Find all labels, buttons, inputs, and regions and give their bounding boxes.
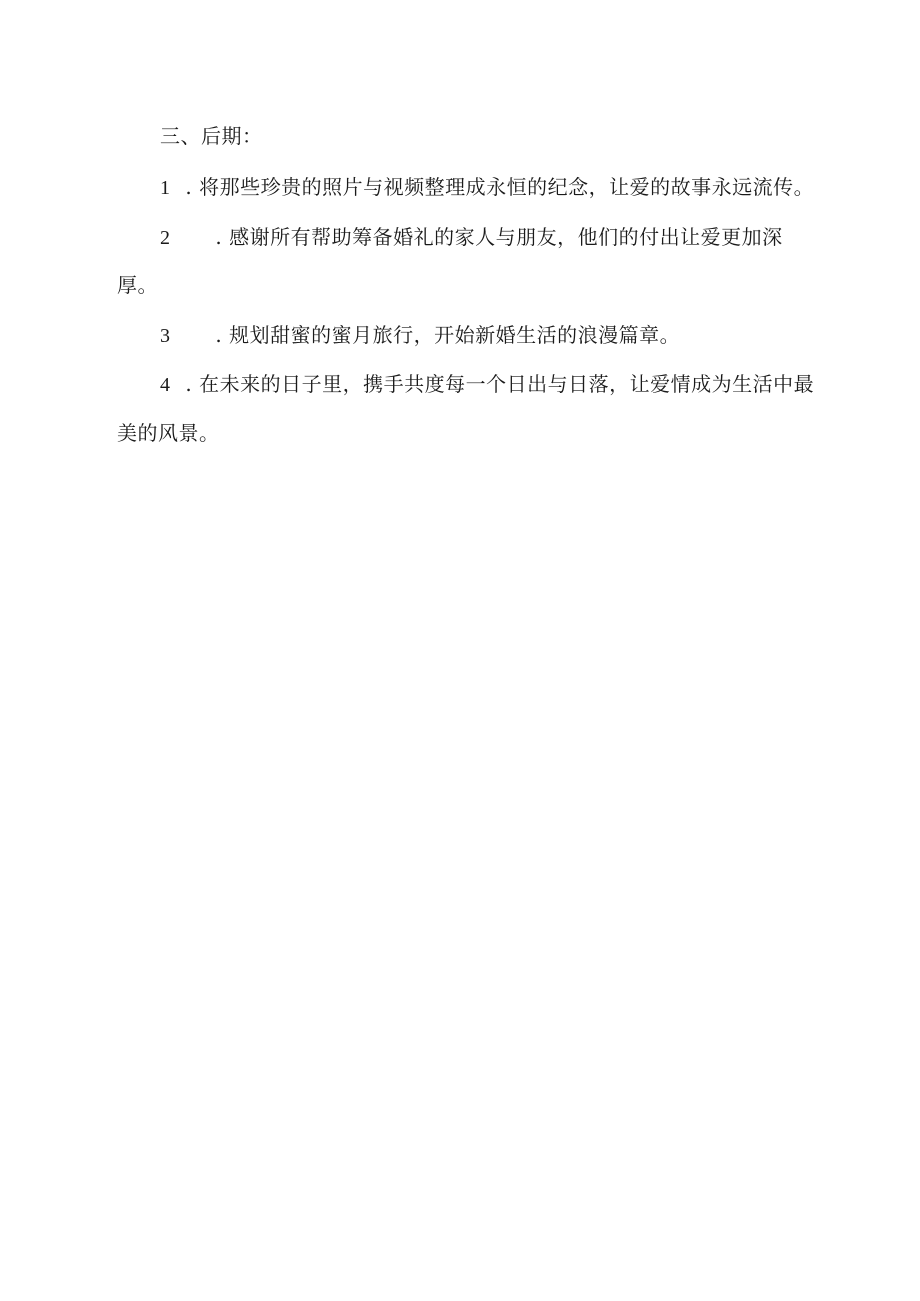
item-number: 3 xyxy=(160,325,171,347)
item-text: 将那些珍贵的照片与视频整理成永恒的纪念，让爱的故事永远流传。 xyxy=(199,175,815,199)
item-text: 规划甜蜜的蜜月旅行，开始新婚生活的浪漫篇章。 xyxy=(229,323,681,347)
section-heading xyxy=(160,124,263,148)
item-text-continuation: 美的风景。 xyxy=(117,421,220,445)
list-item-4-continuation xyxy=(117,421,220,445)
item-separator: . xyxy=(185,175,193,199)
item-number: 1 xyxy=(160,177,171,199)
item-text: 在未来的日子里，携手共度每一个日出与日落，让爱情成为生活中最 xyxy=(199,372,815,396)
list-item-3 xyxy=(160,323,680,348)
list-item-2 xyxy=(160,225,783,250)
item-separator: . xyxy=(215,323,223,347)
list-item-4 xyxy=(160,372,814,397)
section-heading-text: 三、后期： xyxy=(160,124,263,148)
list-item-1 xyxy=(160,175,814,200)
item-text: 感谢所有帮助筹备婚礼的家人与朋友，他们的付出让爱更加深 xyxy=(229,225,783,249)
item-text-continuation: 厚。 xyxy=(117,273,158,297)
list-item-2-continuation xyxy=(117,273,158,297)
item-separator: . xyxy=(215,225,223,249)
item-number: 2 xyxy=(160,227,171,249)
item-number: 4 xyxy=(160,374,171,396)
item-separator: . xyxy=(185,372,193,396)
